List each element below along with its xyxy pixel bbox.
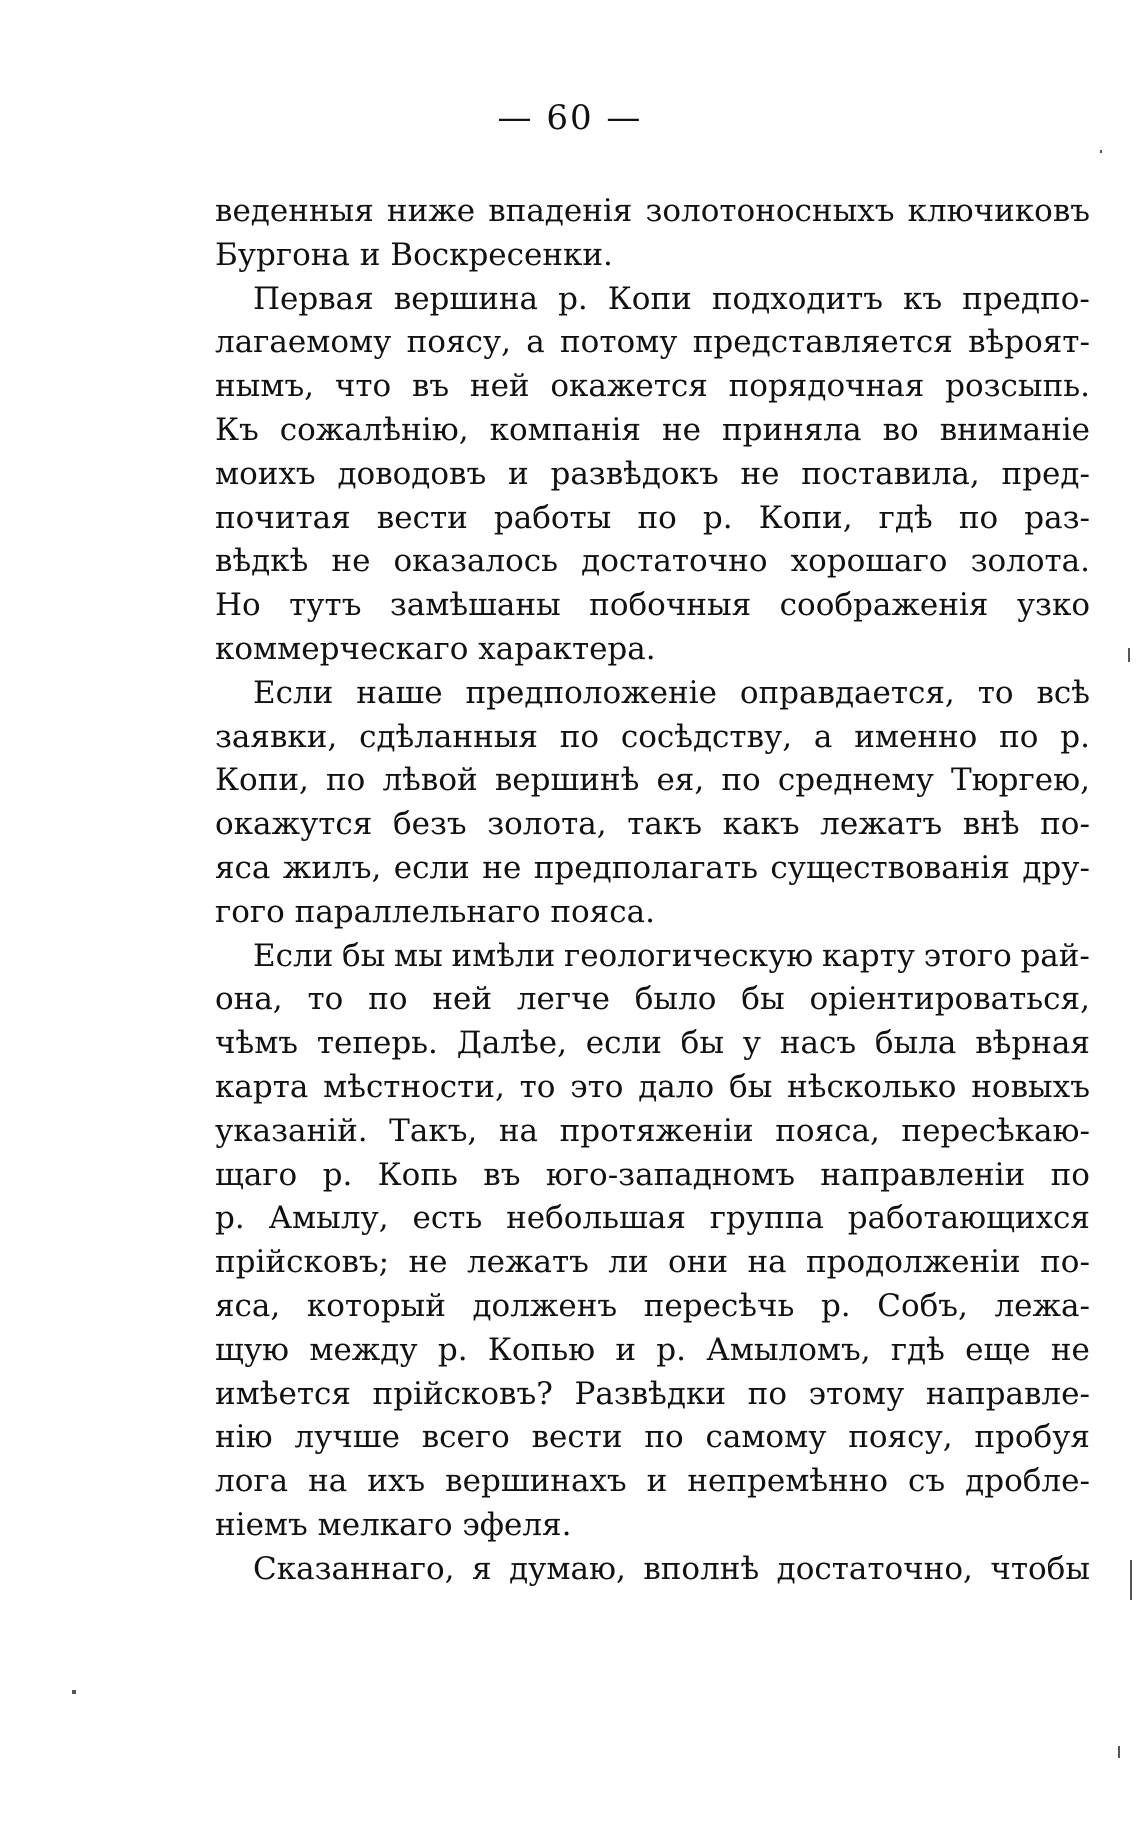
word: насъ <box>779 1025 857 1062</box>
word: направленіи <box>820 1156 1026 1193</box>
word: вершина <box>393 280 539 317</box>
word: заявки, <box>215 718 338 755</box>
word: Копи, <box>758 499 853 536</box>
word: вѣдкѣ <box>215 543 309 580</box>
word: по <box>747 1375 787 1412</box>
scan-speck <box>1118 1746 1120 1758</box>
word: поставила, <box>801 455 980 492</box>
word: по- <box>1040 806 1090 843</box>
word: побочныя <box>589 587 752 624</box>
word: Но <box>215 587 261 624</box>
word: есть <box>412 1200 483 1237</box>
word: вполнѣ <box>643 1550 760 1587</box>
word: нѣсколько <box>787 1068 957 1105</box>
word: оправдается, <box>739 674 955 711</box>
word: ихъ <box>367 1463 426 1500</box>
word: теперь. <box>316 1025 438 1062</box>
word: группа <box>709 1200 824 1237</box>
word: протяженіи <box>559 1112 754 1149</box>
scan-speck <box>1130 1560 1132 1600</box>
word: ключиковъ <box>907 193 1090 229</box>
text-line <box>215 540 1090 584</box>
text-line <box>215 1416 1090 1460</box>
word: гдѣ <box>890 1331 945 1368</box>
scan-speck <box>1128 648 1130 662</box>
word: внѣ <box>962 806 1020 843</box>
word: наше <box>356 674 443 711</box>
word: вершинѣ <box>494 762 640 799</box>
word: золота, <box>487 806 607 843</box>
word: лагаемому <box>215 324 392 361</box>
word: бы <box>680 1025 724 1062</box>
text-line <box>215 453 1090 497</box>
word: соображенія <box>779 587 989 624</box>
word: имѣли <box>451 937 556 974</box>
word: во <box>882 411 919 448</box>
word: рай- <box>1020 937 1090 974</box>
word: между <box>309 1331 418 1368</box>
word: у <box>742 1025 762 1062</box>
word: доводовъ <box>337 455 487 492</box>
word: не <box>331 543 371 580</box>
word: то <box>977 674 1014 711</box>
word: Копью <box>487 1331 596 1368</box>
word: потому <box>560 324 678 361</box>
word: существованія <box>770 849 1010 886</box>
word: всѣ <box>1036 674 1090 711</box>
word: а <box>813 718 833 755</box>
word: вѣрная <box>975 1025 1090 1062</box>
word: Тюргею, <box>951 762 1090 799</box>
text-line: коммерческаго характера. <box>215 630 656 667</box>
word: Развѣдки <box>574 1375 727 1412</box>
text-line: гого параллельнаго пояса. <box>215 893 655 930</box>
word: золотоносныхъ <box>645 193 895 229</box>
word: долженъ <box>472 1287 618 1324</box>
word: всего <box>421 1419 510 1456</box>
page-number: — 60 — <box>497 98 643 138</box>
word: нію <box>215 1419 273 1456</box>
text-line <box>215 278 1090 322</box>
word: вниманіе <box>939 411 1090 448</box>
word: бы <box>741 981 785 1018</box>
word: по <box>721 762 761 799</box>
word: раз- <box>1024 499 1090 536</box>
word: дру- <box>1022 849 1090 886</box>
word: мѣстности, <box>323 1068 505 1105</box>
word: ниже <box>386 193 476 229</box>
word: не <box>482 849 522 886</box>
word: Амыломъ, <box>706 1331 871 1368</box>
word: р. <box>1060 718 1090 755</box>
word: Далѣе, <box>456 1025 567 1062</box>
word: пересѣкаю- <box>901 1112 1090 1149</box>
word: окажутся <box>215 806 373 843</box>
word: по <box>1050 1156 1090 1193</box>
word: веденныя <box>215 193 374 229</box>
text-line <box>215 803 1090 847</box>
text-line <box>215 1285 1090 1329</box>
word: было <box>634 981 717 1018</box>
word: лога <box>215 1463 289 1500</box>
word: пересѣчь <box>643 1287 795 1324</box>
word: такъ <box>627 806 702 843</box>
word: на <box>498 1112 539 1149</box>
word: по <box>559 718 600 755</box>
word: продолженіи <box>806 1244 1021 1281</box>
word: ней <box>469 368 530 405</box>
word: р. <box>702 499 733 536</box>
word: этого <box>923 937 1012 974</box>
text-line <box>215 716 1090 760</box>
word: по <box>958 499 999 536</box>
word: что <box>334 368 392 405</box>
word: приняла <box>722 411 862 448</box>
word: чѣмъ <box>215 1025 299 1062</box>
word: по- <box>1040 1244 1090 1281</box>
word: прійсковъ; <box>215 1244 390 1281</box>
word: вести <box>531 1419 623 1456</box>
word: компанія <box>489 411 641 448</box>
word: указаній. <box>215 1112 368 1149</box>
word: предполагать <box>533 849 758 886</box>
word: ея, <box>656 762 705 799</box>
text-line <box>215 1066 1090 1110</box>
word: по <box>999 718 1039 755</box>
word: этому <box>808 1375 905 1412</box>
word: р. <box>437 1331 468 1368</box>
word: хорошаго <box>790 543 948 580</box>
word: мы <box>394 937 443 974</box>
text-line <box>215 1373 1090 1417</box>
text-line <box>215 1548 1090 1592</box>
text-line <box>215 321 1090 365</box>
word: лежатъ <box>820 806 943 843</box>
word: пред- <box>1001 455 1090 492</box>
word: я <box>472 1550 492 1587</box>
word: по <box>368 981 408 1018</box>
word: работающихся <box>847 1200 1090 1237</box>
word: Копи <box>607 280 692 317</box>
word: поясу, <box>848 1419 953 1456</box>
word: на <box>308 1463 348 1500</box>
text-line <box>215 1329 1090 1373</box>
word: по <box>644 1419 684 1456</box>
word: бы <box>342 937 386 974</box>
word: легче <box>516 981 610 1018</box>
word: оріентироваться, <box>809 981 1090 1018</box>
word: среднему <box>777 762 934 799</box>
word: р. <box>656 1331 686 1368</box>
word: была <box>874 1025 957 1062</box>
word: вершинахъ <box>445 1463 627 1500</box>
text-line: ніемъ мелкаго эфеля. <box>215 1506 572 1543</box>
word: имѣется <box>215 1375 351 1412</box>
word: порядочная <box>728 368 925 405</box>
word: а <box>526 324 545 361</box>
text-line <box>215 1154 1090 1198</box>
word: не <box>408 1244 448 1281</box>
word: прійсковъ? <box>372 1375 553 1412</box>
word: подходитъ <box>711 280 883 317</box>
word: р. <box>820 1287 851 1324</box>
word: работы <box>493 499 612 536</box>
word: и <box>646 1463 668 1500</box>
word: думаю, <box>509 1550 626 1587</box>
word: то <box>519 1068 556 1105</box>
word: по <box>326 762 366 799</box>
word: щаго <box>215 1156 298 1193</box>
word: замѣшаны <box>389 587 561 624</box>
word: вести <box>376 499 468 536</box>
word: развѣдокъ <box>550 455 719 492</box>
word: пробуя <box>974 1419 1090 1456</box>
word: лучше <box>294 1419 400 1456</box>
word: яса, <box>215 1287 281 1324</box>
word: представляется <box>692 324 953 361</box>
word: по <box>637 499 677 536</box>
word: то <box>307 981 344 1018</box>
word: Такъ, <box>389 1112 478 1149</box>
word: Сказаннаго, <box>253 1550 455 1587</box>
word: съ <box>908 1463 946 1500</box>
word: юго-западномъ <box>545 1156 795 1193</box>
scan-speck <box>1100 150 1102 153</box>
word: ли <box>608 1244 649 1281</box>
text-line <box>215 190 1090 234</box>
word: если <box>393 849 470 886</box>
word: сосѣдству, <box>620 718 793 755</box>
word: дало <box>638 1068 715 1105</box>
word: щую <box>215 1331 290 1368</box>
word: моихъ <box>215 455 316 492</box>
word: предположеніе <box>465 674 717 711</box>
word: Копь <box>377 1156 458 1193</box>
word: дробле- <box>965 1463 1090 1500</box>
word: нымъ, <box>215 368 315 405</box>
text-line <box>215 1197 1090 1241</box>
word: въ <box>483 1156 521 1193</box>
word: лѣвой <box>382 762 478 799</box>
word: гдѣ <box>878 499 933 536</box>
word: лежа- <box>994 1287 1090 1324</box>
word: р. <box>322 1156 353 1193</box>
word: на <box>747 1244 787 1281</box>
word: почитая <box>215 499 351 536</box>
word: пояса, <box>775 1112 880 1149</box>
word: р. <box>558 280 588 317</box>
word: геологическую <box>563 937 814 974</box>
word: золота. <box>970 543 1090 580</box>
word: впаденія <box>488 193 633 229</box>
word: они <box>668 1244 729 1281</box>
word: узко <box>1016 587 1090 624</box>
text-line <box>215 672 1090 716</box>
text-line <box>215 1022 1090 1066</box>
word: не <box>662 411 702 448</box>
word: и <box>508 455 529 492</box>
word: бы <box>728 1068 773 1105</box>
word: самому <box>705 1419 827 1456</box>
word: Если <box>253 937 334 974</box>
text-line <box>215 1110 1090 1154</box>
word: это <box>570 1068 624 1105</box>
word: Собъ, <box>877 1287 968 1324</box>
word: и <box>615 1331 636 1368</box>
word: карту <box>821 937 916 974</box>
word: поясу, <box>406 324 511 361</box>
word: карта <box>215 1068 309 1105</box>
text-line <box>215 584 1090 628</box>
word: р. <box>215 1200 245 1237</box>
word: тутъ <box>289 587 362 624</box>
text-line <box>215 365 1090 409</box>
text-line <box>215 1460 1090 1504</box>
word: она, <box>215 981 283 1018</box>
word: сожалѣнію, <box>279 411 469 448</box>
word: достаточно, <box>776 1550 973 1587</box>
word: который <box>306 1287 446 1324</box>
word: непремѣнно <box>687 1463 889 1500</box>
text-line <box>215 759 1090 803</box>
scan-speck <box>72 1690 76 1694</box>
word: если <box>585 1025 662 1062</box>
word: небольшая <box>506 1200 686 1237</box>
word: Копи, <box>215 762 309 799</box>
word: достаточно <box>581 543 768 580</box>
word: чтобы <box>990 1550 1090 1587</box>
word: вѣроят- <box>968 324 1090 361</box>
word: къ <box>903 280 943 317</box>
word: жилъ, <box>282 849 382 886</box>
word: Амылу, <box>268 1200 389 1237</box>
word: безъ <box>392 806 467 843</box>
word: предпо- <box>962 280 1090 317</box>
word: сдѣланныя <box>359 718 538 755</box>
word: лежатъ <box>466 1244 589 1281</box>
text-line <box>215 847 1090 891</box>
word: Если <box>253 674 334 711</box>
word: направле- <box>925 1375 1090 1412</box>
body-text <box>215 190 1090 1592</box>
word: еще <box>965 1331 1031 1368</box>
word: какъ <box>722 806 800 843</box>
word: новыхъ <box>971 1068 1090 1105</box>
word: не <box>740 455 780 492</box>
text-line: Бургона и Воскресенки. <box>215 236 613 273</box>
text-line <box>215 409 1090 453</box>
word: въ <box>411 368 450 405</box>
text-line <box>215 935 1090 979</box>
word: не <box>1050 1331 1090 1368</box>
text-line <box>215 1241 1090 1285</box>
text-line <box>215 978 1090 1022</box>
text-line <box>215 497 1090 541</box>
word: окажется <box>550 368 708 405</box>
word: яса <box>215 849 271 886</box>
word: Къ <box>215 411 259 448</box>
word: Первая <box>253 280 374 317</box>
word: оказалось <box>393 543 559 580</box>
word: ней <box>432 981 492 1018</box>
word: именно <box>854 718 978 755</box>
word: розсыпь. <box>945 368 1090 405</box>
